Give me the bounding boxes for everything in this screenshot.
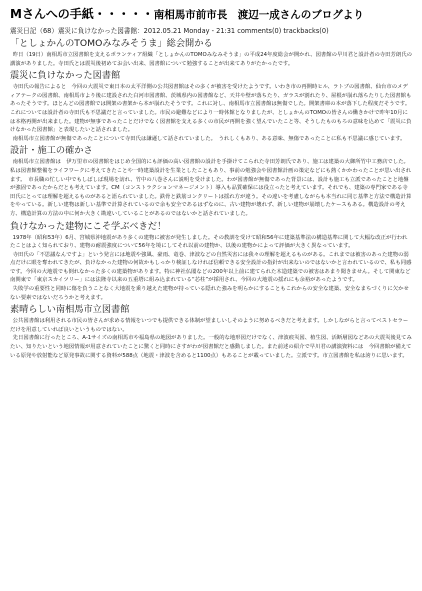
blog-title-lead: Mさんへの手紙・・・・・: [10, 7, 154, 21]
section-heading: 設計・施工の確かさ: [10, 145, 93, 157]
post-title[interactable]: 「としょかんのTOMOみなみそうま」総会開かる: [10, 38, 213, 49]
section-undefeated-library: [10, 69, 412, 143]
blog-title[interactable]: [10, 7, 412, 22]
post-meta: 震災日記（68）震災に負けなかった図書館：2012.05.21 Monday - 21:31 comments(0) trackbacks(0): [10, 27, 329, 35]
blog-title-rest: 南相馬市前市長 渡辺一成さんのブログより: [153, 9, 364, 21]
section-paragraph: 1978年（昭和53年）6月、宮城県沖地震があり多くの建物に被害が発生しました。その教訓を受けて昭和56年に建築基準法の構造基準に関して大幅な改正が行われたことはよく知られており、建物の耐震強度について56年を境にしてそれ以前の建物か、以後の建物かによって評価が大きく異なっています。: [10, 234, 408, 250]
section-design-construction: [10, 144, 412, 218]
section-heading: 負けなかった建物にこそ学ぶべきだ！: [10, 220, 167, 232]
section-wonderful-library: [10, 303, 412, 360]
section-paragraph: 先日図書館に行ったところ、A-1サイズの南相馬市や福島県の地図がありました。一般的な地形図だけでなく、津波痕災図、植生図、活断層図などあの大震災後見てみたい、知りたいという地図情報が用意されていたことに驚くと同時にさすがわが図書館だと感動しました。また前述の紹介で早川君の講演資料には 今回書館が備えている原発や放射能など原発事故に関する資料が588点（地震・津波を含めると1100点）もあることが載っていました。立派です。市立図書館を私は誇りに思います。: [10, 335, 412, 359]
section-heading: 素晴らしい南相馬市立図書館: [10, 304, 130, 316]
section-paragraph: 南相馬市立図書館は 伊万里市の図書館をはじめ全国的にも評価の高い図書館の設計を手掛けてこられた寺田芳朗氏であり、施工は建築の大御所竹中工務店でした。私は図書館整備をライフワークに考えてきたことや一時建築設計を生業としたこともあり、事前の勉強会や図書館計画の策定などにも熱くかかわったことが思い出されます。 市長職の忙しい中でもしばしば現場を訪れ、竹中の八巻さんに説明を受けました。わが図書館が無傷であった背景には、設計も施工も立派であったことと地盤が強固であったからだとも考えています。CM（コンストラクションマネージメント）導入も品質確保には役立ったと考えています。それでも、建築の専門家である寺田氏にとっては理解を超えるものがあると語られていました。鉄骨と鉄筋コンクリートは揺れ方が違う。その違いを考慮しながらも本当れに同じ基準と方法で構造計算をやっている。新しい建物は新しい基準で計算されているので余も安全であるはずなのに、古い建物が壊れず、新しい建物が崩壊したケースもある。構造設計の考え方、構造計算の方法の中に何か大きく勘違いしていることがあるのではないかと話されていました。: [10, 159, 412, 217]
section-paragraph: 公共図書館は利用される市民の皆さんが求める情報をいつでも提供できる体制が望ましいしそのように努めるべきだと考えます。しかしながらと言ってベストセラーだけを用意していれば良いというものではない。: [10, 318, 409, 333]
section-heading: 震災に負けなかった図書館: [10, 70, 121, 82]
section-learn-from-buildings: [10, 220, 412, 303]
section-paragraph: 寺田氏の「不思議なんですよ」という発言には地震や強風、豪雨、竜巻、津波などの自然災害には我々の理解を超えるものがある。これまでは被害のあった建物の弱点だけに眼を奪われてきたが、負けなかった建物の何故かもしっかり検証しなければ信頼できる安全設計の指針が出来ないのではないかと言われているので、私も同感です。今回の大地震でも倒れなかった多くの建築物があります。特に神社仏閣などの200年以上前に建てられた木造建築での被害はあまり聞きません。そして関東など南関東で「東京スカイツリー」には法隆寺以来の五重塔に組み込まれている“芯柱”が採用され、今回の大地震の揺れにも余裕があったようです。: [10, 251, 412, 284]
section-paragraph: 南相馬市立図書館が無傷であったことについて寺田氏は謙遜して話されていました。 うれしくもあり、ある意味、無傷であったことに私も不思議に感じています。: [12, 135, 406, 142]
post-intro: 昨日（19日）南相馬市立図書館を支えるボランティア組織「としょかんのTOMOみなみそうま」の平成24年度総会が開かれ、図書館の早川君と設計者の寺田芳朗氏の講演がありました。寺田氏とは震災後初めてお会い出来、図書館について勉強することが出来てありがたかったです。: [10, 52, 412, 67]
section-paragraph: 寺田氏の報告によると 今回の大震災で東日本の太平洋側の公共図書館はその多くが被害を受けたようです。いわき市の再開時ヒル、ラトブの図書館、仙台市のメディアテークの図書館、南相馬市より後に建設された白河市図書館、茨城県内の図書館など、天井や壁が落ちたり、ガラスが割れたり、屋根が崩れ落ちたりした図書館もあったそうです。ほとんどの図書館では開架の書架から本が崩れたそうです。これに対し、南相馬市立図書館は無傷でした。開架書庫の本が落下した程度だそうです。これについては設計者の寺田氏も不思議だと言っていました。市民の避難などにより一時休館となりましたが、としょかんのTOMOの皆さんの働きかけで昨年10月には本格再開が出来ました。建物が無事であったことだけでなく図書館を支える多くの市民が再開を強く望んでいたこと等、そうしたものもろの意味を込めて「震災に負けなかった図書館」と表現したいと話されました。: [10, 84, 412, 134]
section-paragraph: 失敗学の重要性と同時に傷を負うことなく大地震を乗り越えた建物が持っている隠れた強みを明らかにすることもこれからの安全な建築、安全なまちづくりに欠かせない要素ではないだろうかと考えます。: [10, 286, 409, 301]
